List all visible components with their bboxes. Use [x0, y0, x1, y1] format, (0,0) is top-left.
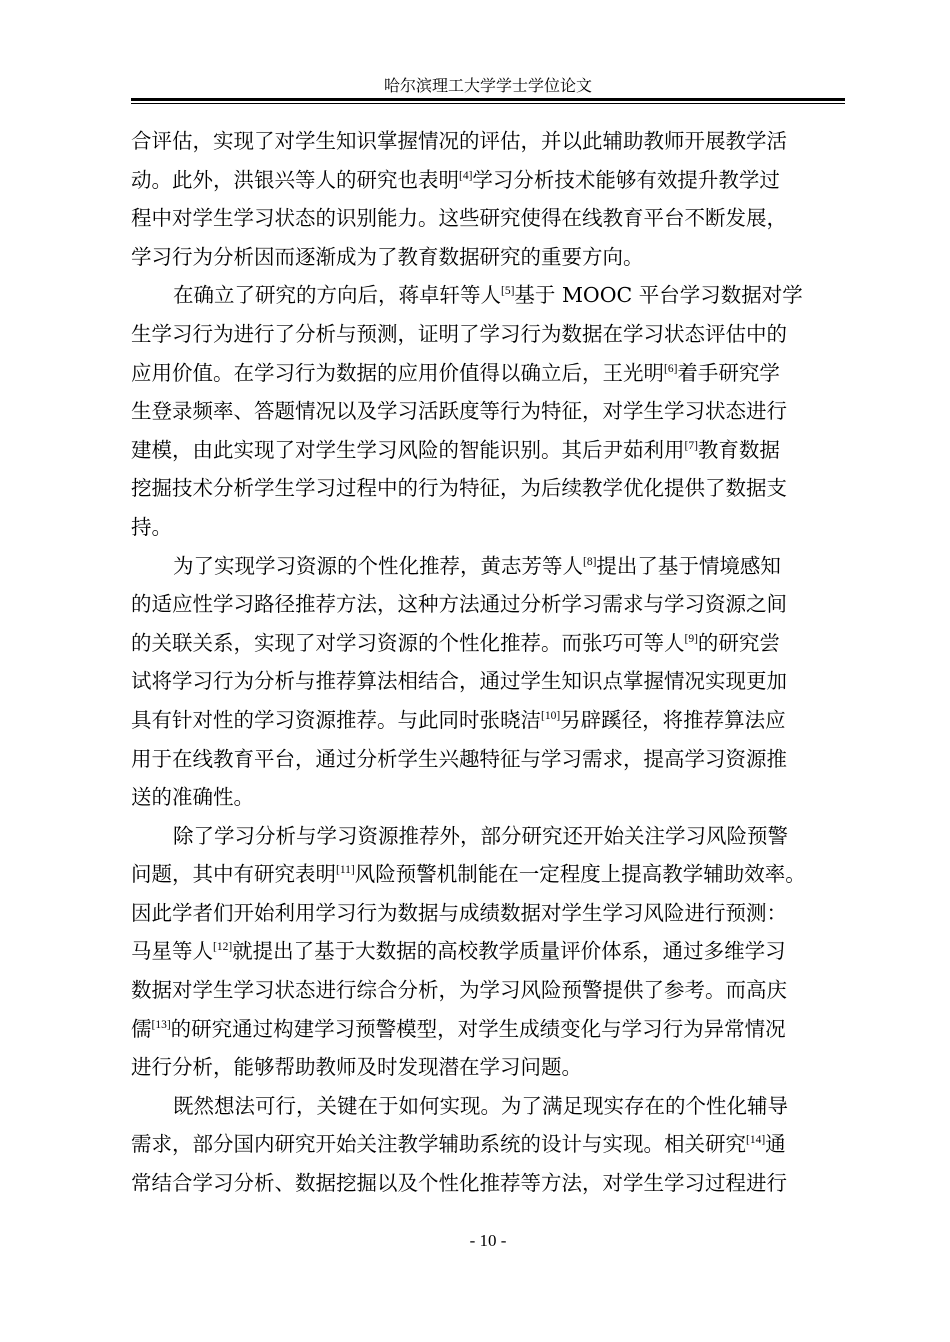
text-line	[131, 238, 851, 277]
citation-ref: [14]	[746, 1134, 766, 1147]
text-line	[131, 740, 851, 779]
text-line	[131, 701, 851, 740]
text-segment: 提出了基于情境感知	[596, 553, 781, 578]
text-segment: 用于在线教育平台，通过分析学生兴趣特征与学习需求，提高学习资源推	[131, 746, 787, 771]
text-segment: 因此学者们开始利用学习行为数据与成绩数据对学生学习风险进行预测：	[131, 900, 787, 925]
text-segment: 需求，部分国内研究开始关注教学辅助系统的设计与实现。相关研究	[131, 1132, 746, 1157]
text-segment: 应用价值。在学习行为数据的应用价值得以确立后，王光明	[131, 360, 664, 385]
text-segment: 通	[765, 1132, 786, 1157]
text-segment: 的研究尝	[697, 630, 780, 655]
text-line	[131, 354, 851, 393]
body-text	[131, 122, 851, 1203]
text-segment: 基于 MOOC 平台学习数据对学	[514, 283, 803, 308]
text-segment: 生学习行为进行了分析与预测，证明了学习行为数据在学习状态评估中的	[131, 321, 787, 346]
text-line	[131, 855, 851, 894]
running-header: 哈尔滨理工大学学士学位论文	[383, 76, 592, 95]
text-line	[131, 1164, 851, 1203]
citation-ref: [4]	[459, 169, 473, 182]
text-segment: 学习分析技术能够有效提升教学过	[472, 167, 780, 192]
text-segment: 着手研究学	[677, 360, 780, 385]
header-rule-thick	[131, 98, 845, 101]
citation-ref: [8]	[583, 555, 597, 568]
text-line	[131, 1010, 851, 1049]
text-segment: 儒	[131, 1016, 152, 1041]
text-line	[131, 276, 851, 315]
paragraph	[131, 547, 851, 817]
text-line	[131, 662, 851, 701]
text-segment: 教育数据	[697, 437, 780, 462]
citation-ref: [12]	[213, 941, 233, 954]
paragraph	[131, 276, 851, 546]
text-line	[131, 1125, 851, 1164]
citation-ref: [11]	[336, 864, 355, 877]
text-line	[131, 1048, 851, 1087]
text-segment: 具有针对性的学习资源推荐。与此同时张晓洁	[131, 707, 541, 732]
text-segment: 建模，由此实现了对学生学习风险的智能识别。其后尹茹利用	[131, 437, 685, 462]
citation-ref: [6]	[664, 362, 678, 375]
text-line	[131, 469, 851, 508]
text-line	[131, 199, 851, 238]
text-segment: 除了学习分析与学习资源推荐外，部分研究还开始关注学习风险预警	[173, 823, 788, 848]
paragraph	[131, 817, 851, 1087]
citation-ref: [10]	[541, 709, 561, 722]
text-line	[131, 624, 851, 663]
text-segment: 为了实现学习资源的个性化推荐，黄志芳等人	[173, 553, 583, 578]
text-segment: 既然想法可行，关键在于如何实现。为了满足现实存在的个性化辅导	[173, 1093, 788, 1118]
text-segment: 动。此外，洪银兴等人的研究也表明	[131, 167, 459, 192]
text-segment: 在确立了研究的方向后，蒋卓轩等人	[173, 283, 501, 308]
text-segment: 持。	[131, 514, 172, 539]
text-segment: 风险预警机制能在一定程度上提高教学辅助效率。	[354, 862, 806, 887]
text-segment: 的关联关系，实现了对学习资源的个性化推荐。而张巧可等人	[131, 630, 685, 655]
text-line	[131, 122, 851, 161]
text-segment: 的研究通过构建学习预警模型，对学生成绩变化与学习行为异常情况	[170, 1016, 786, 1041]
header-rule-thin	[131, 103, 845, 104]
text-line	[131, 431, 851, 470]
text-line	[131, 817, 851, 856]
text-segment: 试将学习行为分析与推荐算法相结合，通过学生知识点掌握情况实现更加	[131, 669, 787, 694]
text-line	[131, 585, 851, 624]
text-segment: 马星等人	[131, 939, 213, 964]
text-segment: 另辟蹊径，将推荐算法应	[560, 707, 786, 732]
text-segment: 常结合学习分析、数据挖掘以及个性化推荐等方法，对学生学习过程进行	[131, 1171, 787, 1196]
text-segment: 的适应性学习路径推荐方法，这种方法通过分析学习需求与学习资源之间	[131, 592, 787, 617]
text-segment: 数据对学生学习状态进行综合分析，为学习风险预警提供了参考。而高庆	[131, 978, 787, 1003]
text-line	[131, 778, 851, 817]
text-segment: 进行分析，能够帮助教师及时发现潜在学习问题。	[131, 1055, 582, 1080]
text-line	[131, 315, 851, 354]
text-segment: 程中对学生学习状态的识别能力。这些研究使得在线教育平台不断发展，	[131, 206, 787, 231]
text-segment: 就提出了基于大数据的高校教学质量评价体系，通过多维学习	[232, 939, 786, 964]
text-line	[131, 508, 851, 547]
text-segment: 送的准确性。	[131, 785, 254, 810]
citation-ref: [5]	[501, 285, 515, 298]
paragraph	[131, 122, 851, 276]
text-line	[131, 392, 851, 431]
page-number: - 10 -	[469, 1231, 507, 1250]
paragraph	[131, 1087, 851, 1203]
text-segment: 挖掘技术分析学生学习过程中的行为特征，为后续教学优化提供了数据支	[131, 476, 787, 501]
citation-ref: [13]	[151, 1018, 171, 1031]
citation-ref: [9]	[684, 632, 698, 645]
text-line	[131, 1087, 851, 1126]
text-segment: 学习行为分析因而逐渐成为了教育数据研究的重要方向。	[131, 244, 644, 269]
text-segment: 生登录频率、答题情况以及学习活跃度等行为特征，对学生学习状态进行	[131, 399, 787, 424]
citation-ref: [7]	[684, 439, 698, 452]
text-line	[131, 894, 851, 933]
text-line	[131, 932, 851, 971]
text-segment: 问题，其中有研究表明	[131, 862, 336, 887]
text-segment: 合评估，实现了对学生知识掌握情况的评估，并以此辅助教师开展教学活	[131, 129, 787, 153]
text-line	[131, 547, 851, 586]
text-line	[131, 971, 851, 1010]
text-line	[131, 161, 851, 200]
